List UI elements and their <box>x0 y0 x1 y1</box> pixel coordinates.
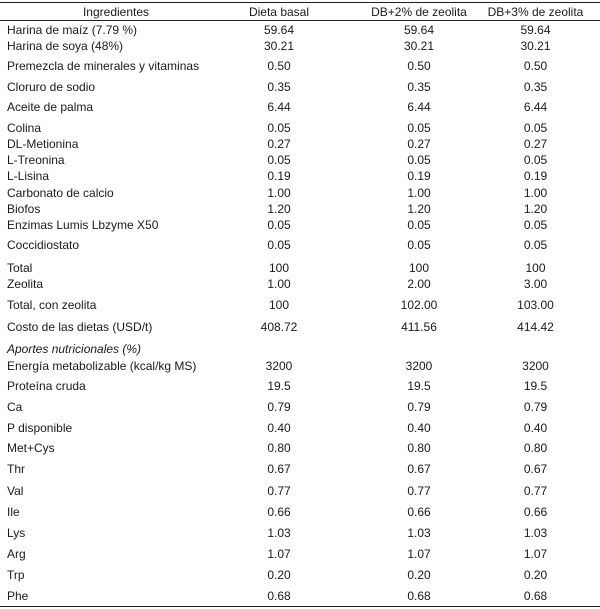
cell-db-3: 103.00 <box>517 298 554 312</box>
table-row <box>0 504 600 520</box>
cell-db-2: 102.00 <box>400 298 438 312</box>
cell-db-3: 0.05 <box>523 238 548 252</box>
cell-db-2: 30.21 <box>403 39 435 53</box>
table-row <box>0 168 600 184</box>
table-row <box>0 461 600 477</box>
cell-db-3: 0.40 <box>523 421 548 435</box>
section-heading-aportes: Aportes nutricionales (%) <box>7 342 142 356</box>
header-rule <box>0 20 600 21</box>
cell-dieta-basal: 1.03 <box>267 526 291 540</box>
row-label: Harina de soya (48%) <box>7 39 124 53</box>
cell-dieta-basal <box>232 341 326 357</box>
table-row <box>0 136 600 152</box>
cell-dieta-basal: 0.19 <box>267 169 291 183</box>
row-label: P disponible <box>7 421 73 435</box>
cell-dieta-basal: 1.07 <box>267 547 291 561</box>
cell-db-2: 1.03 <box>407 526 431 540</box>
cell-dieta-basal: 0.68 <box>267 589 291 603</box>
row-label: Proteína cruda <box>7 379 86 393</box>
cell-db-3: 59.64 <box>520 23 551 37</box>
cell-db-2: 0.05 <box>407 238 431 252</box>
row-label: Biofos <box>7 202 41 216</box>
cell-db-3: 3.00 <box>523 277 548 291</box>
row-label: Arg <box>7 547 26 561</box>
cell-db-3: 0.77 <box>523 484 548 498</box>
cell-db-3: 0.67 <box>523 462 548 476</box>
cell-db-2: 0.05 <box>407 218 431 232</box>
cell-dieta-basal: 30.21 <box>263 39 295 53</box>
table-row <box>0 38 600 54</box>
row-label: Premezcla de minerales y vitaminas <box>7 59 200 73</box>
top-rule <box>0 2 600 3</box>
row-label: Enzimas Lumis Lbzyme X50 <box>7 218 159 232</box>
cell-db-3: 0.68 <box>523 589 548 603</box>
table-row <box>0 440 600 456</box>
cell-db-2: 2.00 <box>407 277 431 291</box>
cell-db-3: 414.42 <box>517 320 554 334</box>
row-label: Met+Cys <box>7 441 55 455</box>
cell-db-2: 0.77 <box>407 484 431 498</box>
cell-dieta-basal: 0.35 <box>267 80 291 94</box>
table-row <box>0 525 600 541</box>
table-row <box>0 152 600 168</box>
cell-db-3: 0.05 <box>523 121 548 135</box>
cell-db-2: 0.27 <box>407 137 431 151</box>
row-label: L-Lisina <box>7 169 50 183</box>
cell-db-3: 1.00 <box>523 186 548 200</box>
cell-db-2: 0.05 <box>407 121 431 135</box>
header-ingredientes: Ingredientes <box>82 5 150 19</box>
table-row <box>0 420 600 436</box>
table-row <box>0 237 600 253</box>
cell-db-3: 30.21 <box>520 39 551 53</box>
cell-db-2: 0.79 <box>407 400 431 414</box>
cell-dieta-basal: 0.27 <box>267 137 291 151</box>
cell-db-2: 0.50 <box>407 59 431 73</box>
row-label: Phe <box>7 589 29 603</box>
bottom-rule <box>0 606 600 607</box>
cell-dieta-basal: 0.67 <box>267 462 291 476</box>
table-header <box>0 4 600 20</box>
cell-dieta-basal: 0.66 <box>267 505 291 519</box>
table-row <box>0 567 600 583</box>
cell-db-3: 100 <box>525 261 546 275</box>
cell-dieta-basal: 1.00 <box>267 277 291 291</box>
table-row <box>0 260 600 276</box>
table-row <box>0 120 600 136</box>
table-row <box>0 358 600 374</box>
row-label: Carbonato de calcio <box>7 186 114 200</box>
cell-db-3: 0.27 <box>523 137 548 151</box>
cell-db-2: 1.20 <box>407 202 431 216</box>
header-db-3: DB+3% de zeolita <box>487 5 584 19</box>
cell-db-3: 0.35 <box>523 80 548 94</box>
cell-db-3: 6.44 <box>523 100 548 114</box>
row-label: Aceite de palma <box>7 100 94 114</box>
cell-db-3: 1.03 <box>523 526 548 540</box>
cell-db-2: 0.20 <box>407 568 431 582</box>
cell-db-2: 0.80 <box>407 441 431 455</box>
cell-db-2: 0.35 <box>407 80 431 94</box>
table-row <box>0 99 600 115</box>
row-label: Total <box>7 261 33 275</box>
cell-db-2: 6.44 <box>407 100 431 114</box>
cell-dieta-basal: 0.05 <box>267 238 291 252</box>
table-row <box>0 79 600 95</box>
cell-db-3: 0.05 <box>523 153 548 167</box>
cell-dieta-basal: 0.05 <box>267 121 291 135</box>
table-row <box>0 319 600 335</box>
table-row <box>0 297 600 313</box>
cell-db-2: 59.64 <box>403 23 435 37</box>
cell-dieta-basal: 19.5 <box>267 379 291 393</box>
row-label: L-Treonina <box>7 153 65 167</box>
cell-dieta-basal: 0.77 <box>267 484 291 498</box>
cell-dieta-basal: 0.05 <box>267 153 291 167</box>
cell-dieta-basal: 0.20 <box>267 568 291 582</box>
header-dieta-basal: Dieta basal <box>248 5 310 19</box>
cell-db-3: 0.80 <box>523 441 548 455</box>
cell-dieta-basal: 0.40 <box>267 421 291 435</box>
cell-db-2: 0.19 <box>407 169 431 183</box>
table-row <box>0 185 600 201</box>
row-label: Thr <box>7 462 25 476</box>
row-label: Val <box>7 484 24 498</box>
cell-db-2: 0.40 <box>407 421 431 435</box>
cell-db-2: 0.66 <box>407 505 431 519</box>
cell-dieta-basal: 100 <box>268 261 290 275</box>
table-row <box>0 378 600 394</box>
table-row <box>0 217 600 233</box>
cell-db-3: 0.20 <box>523 568 548 582</box>
row-label: Harina de maíz (7.79 %) <box>7 23 138 37</box>
row-label: Ile <box>7 505 20 519</box>
cell-db-2: 0.68 <box>407 589 431 603</box>
table-row <box>0 399 600 415</box>
cell-db-3 <box>470 341 600 357</box>
cell-db-2: 1.00 <box>407 186 431 200</box>
cell-db-2: 3200 <box>405 359 433 373</box>
table-row <box>0 483 600 499</box>
cell-dieta-basal: 100 <box>268 298 290 312</box>
row-label: Coccidiostato <box>7 238 80 252</box>
cell-db-3: 0.50 <box>523 59 548 73</box>
row-label: Cloruro de sodio <box>7 80 96 94</box>
table-row <box>0 341 600 357</box>
cell-db-3: 0.19 <box>523 169 548 183</box>
cell-db-2 <box>365 341 473 357</box>
cell-db-3: 0.05 <box>523 218 548 232</box>
row-label: Total, con zeolita <box>7 298 97 312</box>
cell-db-2: 0.05 <box>407 153 431 167</box>
row-label: Ca <box>7 400 23 414</box>
table-row <box>0 58 600 74</box>
cell-db-2: 0.67 <box>407 462 431 476</box>
cell-dieta-basal: 408.72 <box>260 320 298 334</box>
table-row <box>0 588 600 604</box>
cell-db-2: 19.5 <box>407 379 431 393</box>
row-label: DL-Metionina <box>7 137 79 151</box>
header-db-2: DB+2% de zeolita <box>371 5 467 19</box>
cell-db-3: 19.5 <box>523 379 548 393</box>
cell-dieta-basal: 0.50 <box>267 59 291 73</box>
table-row <box>0 22 600 38</box>
cell-dieta-basal: 3200 <box>265 359 293 373</box>
cell-db-3: 3200 <box>522 359 549 373</box>
cell-db-2: 1.07 <box>407 547 431 561</box>
table-row <box>0 276 600 292</box>
cell-dieta-basal: 6.44 <box>267 100 291 114</box>
table-row <box>0 546 600 562</box>
cell-dieta-basal: 0.05 <box>267 218 291 232</box>
cell-db-3: 1.20 <box>523 202 548 216</box>
cell-db-2: 411.56 <box>401 320 437 334</box>
row-label: Lys <box>7 526 26 540</box>
cell-dieta-basal: 1.20 <box>267 202 291 216</box>
row-label: Zeolita <box>7 277 44 291</box>
table-row <box>0 201 600 217</box>
row-label: Trp <box>7 568 25 582</box>
cell-dieta-basal: 59.64 <box>263 23 295 37</box>
cell-dieta-basal: 0.79 <box>267 400 291 414</box>
row-label: Energía metabolizable (kcal/kg MS) <box>7 359 197 373</box>
row-label: Colina <box>7 121 42 135</box>
row-label: Costo de las dietas (USD/t) <box>7 320 153 334</box>
cell-db-2: 100 <box>408 261 430 275</box>
cell-dieta-basal: 0.80 <box>267 441 291 455</box>
cell-db-3: 0.66 <box>523 505 548 519</box>
cell-db-3: 1.07 <box>523 547 548 561</box>
cell-db-3: 0.79 <box>523 400 548 414</box>
cell-dieta-basal: 1.00 <box>267 186 291 200</box>
